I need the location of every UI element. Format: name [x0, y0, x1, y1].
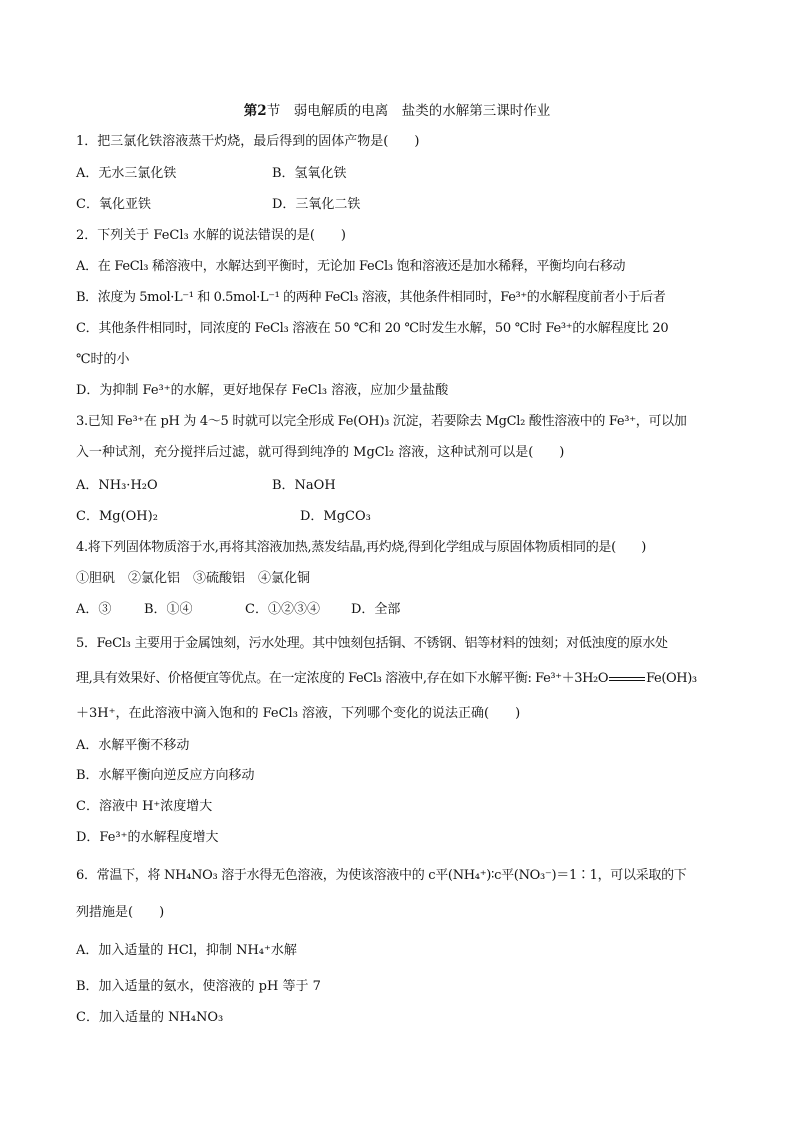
q2-option-d: D．为抑制 Fe³⁺的水解，更好地保存 FeCl₃ 溶液，应加少量盐酸 — [76, 383, 449, 398]
q4-items: ①胆矾 ②氯化铝 ③硫酸铝 ④氯化铜 — [76, 571, 311, 586]
q2-option-c-line2: ℃时的小 — [76, 352, 130, 367]
q5-option-a: A．水解平衡不移动 — [76, 738, 190, 753]
q1-option-a: A．无水三氯化铁 — [76, 166, 177, 181]
q6-stem-line1: 6．常温下，将 NH₄NO₃ 溶于水得无色溶液，为使该溶液中的 c平(NH₄⁺)∶c平(NO₃⁻)＝1∶1，可以采取的下 — [76, 868, 687, 883]
q3-stem-line2: 入一种试剂，充分搅拌后过滤，就可得到纯净的 MgCl₂ 溶液，这种试剂可以是( ) — [76, 445, 565, 460]
q5-stem-line1: 5．FeCl₃ 主要用于金属蚀刻，污水处理。其中蚀刻包括铜、不锈钢、铝等材料的蚀刻；对低浊度的原水处 — [76, 636, 668, 651]
q3-stem-line1: 3.已知 Fe³⁺在 pH 为 4～5 时就可以完全形成 Fe(OH)₃ 沉淀，若要除去 MgCl₂ 酸性溶液中的 Fe³⁺，可以加 — [76, 414, 687, 429]
q5-stem-line3: ＋3H⁺，在此溶液中滴入饱和的 FeCl₃ 溶液，下列哪个变化的说法正确( ) — [76, 706, 521, 721]
q4-option-d: D．全部 — [351, 602, 401, 617]
q5-stem-line2 — [76, 671, 697, 687]
q6-stem-line2: 列措施是( ) — [76, 905, 165, 920]
q3-option-a: A．NH₃·H₂O — [76, 478, 158, 493]
q6-option-a: A．加入适量的 HCl，抑制 NH₄⁺水解 — [76, 943, 297, 958]
q4-option-a: A．③ — [76, 602, 112, 617]
q3-option-b: B．NaOH — [272, 478, 336, 493]
q6-option-c: C．加入适量的 NH₄NO₃ — [76, 1010, 224, 1025]
q2-option-c-line1: C．其他条件相同时，同浓度的 FeCl₃ 溶液在 50 ℃和 20 ℃时发生水解，50 ℃时 Fe³⁺的水解程度比 20 — [76, 321, 669, 336]
q3-option-d: D．MgCO₃ — [300, 509, 371, 524]
q5-stem-line2-text: 理,具有效果好、价格便宜等优点。在一定浓度的 FeCl₃ 溶液中,存在如下水解平衡: Fe³⁺＋3H₂O — [76, 671, 609, 686]
q4-option-b: B．①④ — [144, 602, 193, 617]
equilibrium-arrow-icon — [609, 675, 645, 683]
q1-stem: 1．把三氯化铁溶液蒸干灼烧，最后得到的固体产物是( ) — [76, 134, 420, 149]
q6-option-b: B．加入适量的氨水，使溶液的 pH 等于 7 — [76, 979, 321, 994]
q5-option-d: D．Fe³⁺的水解程度增大 — [76, 830, 219, 845]
page-title: 第2节 弱电解质的电离 盐类的水解第三课时作业 — [243, 103, 551, 119]
q5-option-b: B．水解平衡向逆反应方向移动 — [76, 768, 255, 783]
q3-option-c: C．Mg(OH)₂ — [76, 509, 158, 524]
q2-option-a: A．在 FeCl₃ 稀溶液中，水解达到平衡时，无论加 FeCl₃ 饱和溶液还是加水稀释，平衡均向右移动 — [76, 259, 626, 274]
q2-option-b: B．浓度为 5mol·L⁻¹ 和 0.5mol·L⁻¹ 的两种 FeCl₃ 溶液，其他条件相同时，Fe³⁺的水解程度前者小于后者 — [76, 290, 666, 305]
q5-option-c: C．溶液中 H⁺浓度增大 — [76, 799, 213, 814]
q5-stem-line2-product: Fe(OH)₃ — [646, 671, 697, 686]
q1-option-c: C．氧化亚铁 — [76, 197, 151, 212]
q2-stem: 2．下列关于 FeCl₃ 水解的说法错误的是( ) — [76, 228, 346, 243]
q4-option-c: C．①②③④ — [245, 602, 320, 617]
q1-option-b: B．氢氧化铁 — [272, 166, 347, 181]
q4-stem: 4.将下列固体物质溶于水,再将其溶液加热,蒸发结晶,再灼烧,得到化学组成与原固体物质相同的是( ) — [76, 540, 647, 555]
q1-option-d: D．三氧化二铁 — [272, 197, 361, 212]
